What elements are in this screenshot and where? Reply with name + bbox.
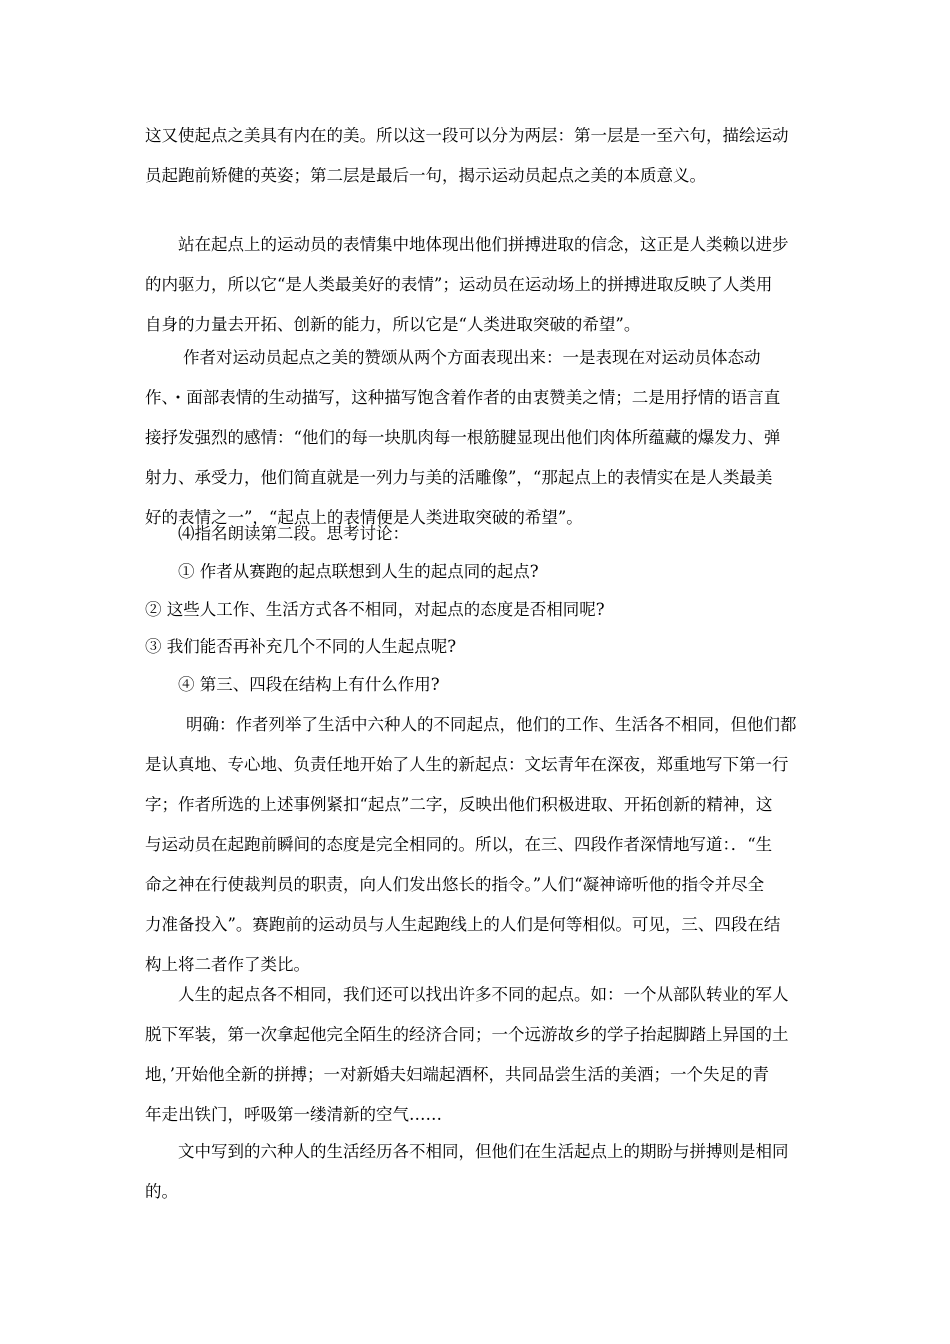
text-line: 与运动员在起跑前瞬间的态度是完全相同的。所以，在三、四段作者深情地写道：．“生	[145, 835, 773, 854]
text-line: 脱下军装，第一次拿起他完全陌生的经济合同；一个远游故乡的学子抬起脚踏上异国的土	[145, 1025, 789, 1044]
text-line: 的。	[145, 1182, 178, 1201]
text-line: ① 作者从赛跑的起点联想到人生的起点同的起点?	[178, 562, 539, 581]
text-line: ⑷指名朗读第二段。思考讨论：	[178, 524, 409, 543]
paragraph-4	[178, 514, 409, 554]
paragraph-6	[145, 1132, 789, 1212]
text-line: 作者对运动员起点之美的赞颂从两个方面表现出来：一是表现在对运动员体态动	[183, 348, 761, 367]
text-line: 文中写到的六种人的生活经历各不相同，但他们在生活起点上的期盼与拼搏则是相同	[178, 1142, 789, 1161]
text-line: ③ 我们能否再补充几个不同的人生起点呢?	[145, 637, 457, 656]
paragraph-2	[145, 225, 789, 345]
text-line: 力准备投入”。赛跑前的运动员与人生起跑线上的人们是何等相似。可见，三、四段在结	[145, 915, 781, 934]
text-line: 作、・面部表情的生动描写，这种描写饱含着作者的由衷赞美之情；二是用抒情的语言直	[145, 388, 781, 407]
text-line: 好的表情之一”，“起点上的表情便是人类进取突破的希望”。	[145, 508, 583, 527]
discussion-question-3	[145, 627, 456, 667]
text-line: 明确：作者列举了生活中六种人的不同起点，他们的工作、生活各不相同，但他们都	[186, 715, 797, 734]
text-line: 射力、承受力，他们简直就是一列力与美的活雕像”，“那起点上的表情实在是人类最美	[145, 468, 773, 487]
text-line: 接抒发强烈的感情：“他们的每一块肌肉每一根筋腱显现出他们肉体所蕴藏的爆发力、弹	[145, 428, 781, 447]
text-line: 的内驱力，所以它“是人类最美好的表情”；运动员在运动场上的拼搏进取反映了人类用	[145, 275, 773, 294]
discussion-question-1	[178, 552, 539, 592]
paragraph-1	[145, 116, 789, 196]
text-line: 自身的力量去开拓、创新的能力，所以它是“人类进取突破的希望”。	[145, 315, 641, 334]
text-line: 人生的起点各不相同，我们还可以找出许多不同的起点。如：一个从部队转业的军人	[178, 985, 789, 1004]
text-line: 员起跑前矫健的英姿；第二层是最后一句，揭示运动员起点之美的本质意义。	[145, 166, 706, 185]
text-line: 这又使起点之美具有内在的美。所以这一段可以分为两层：第一层是一至六句，描绘运动	[145, 126, 789, 145]
text-line: ④ 第三、四段在结构上有什么作用?	[178, 675, 440, 694]
discussion-question-4	[178, 665, 440, 705]
text-line: 构上将二者作了类比。	[145, 955, 310, 974]
text-line: 地，’开始他全新的拼搏；一对新婚夫妇端起酒杯，共同品尝生活的美酒；一个失足的青	[145, 1065, 769, 1084]
text-line: 年走出铁门，呼吸第一缕清新的空气……	[145, 1105, 442, 1124]
discussion-question-2	[145, 590, 605, 630]
paragraph-answer	[145, 705, 797, 985]
text-line: 命之神在行使裁判员的职责，向人们发出悠长的指令。”人们“凝神谛听他的指令并尽全	[145, 875, 765, 894]
text-line: 字；作者所选的上述事例紧扣“起点”二字，反映出他们积极进取、开拓创新的精神，这	[145, 795, 773, 814]
text-line: 是认真地、专心地、负责任地开始了人生的新起点：文坛青年在深夜，郑重地写下第一行	[145, 755, 789, 774]
paragraph-5	[145, 975, 789, 1135]
text-line: ② 这些人工作、生活方式各不相同，对起点的态度是否相同呢?	[145, 600, 605, 619]
text-line: 站在起点上的运动员的表情集中地体现出他们拼搏进取的信念，这正是人类赖以进步	[178, 235, 789, 254]
paragraph-3	[145, 338, 781, 538]
